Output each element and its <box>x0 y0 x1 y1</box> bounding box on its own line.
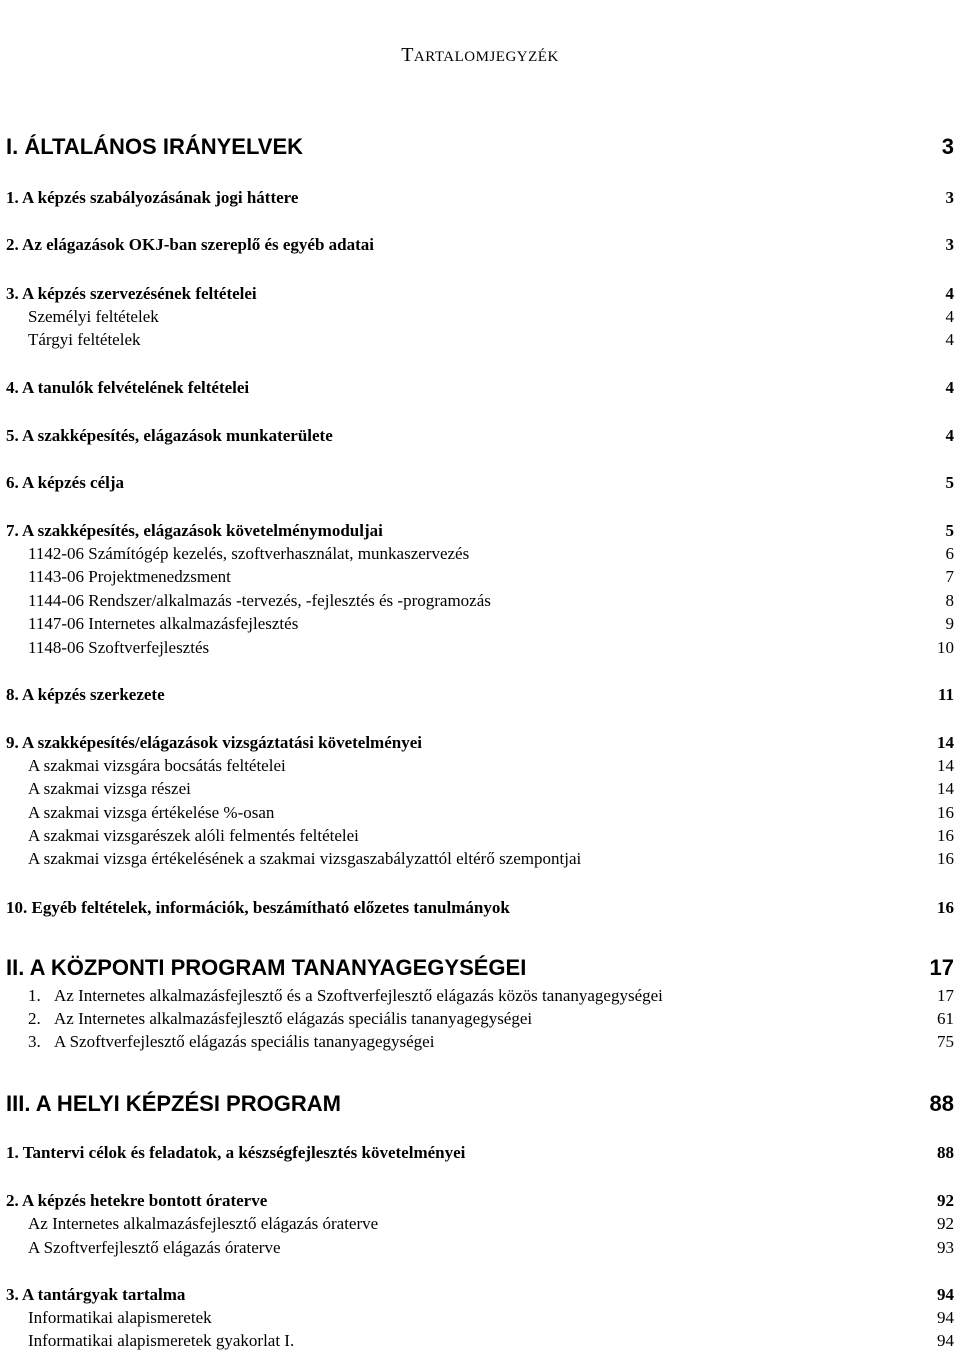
toc-subentry[interactable] <box>6 1007 954 1031</box>
toc-entry-page: 16 <box>937 849 954 868</box>
toc-entry-label: Személyi feltételek <box>28 307 159 326</box>
toc-entry-page: 4 <box>945 378 954 397</box>
toc-entry-page: 14 <box>937 779 954 798</box>
toc-subentry[interactable] <box>6 754 954 778</box>
toc-entry-page: 10 <box>937 638 954 657</box>
toc-subentry[interactable] <box>6 305 954 329</box>
toc-subentry[interactable] <box>6 1236 954 1260</box>
toc-entry-label: 2. A képzés hetekre bontott óraterve <box>6 1191 268 1210</box>
toc-entry-label: 10. Egyéb feltételek, információk, beszámítható előzetes tanulmányok <box>6 898 510 917</box>
toc-entry[interactable] <box>6 731 954 755</box>
toc-entry[interactable] <box>6 186 954 210</box>
toc-entry[interactable] <box>6 1089 954 1119</box>
toc-entry-label: A Szoftverfejlesztő elágazás óraterve <box>28 1238 281 1257</box>
toc-entry[interactable] <box>6 471 954 495</box>
toc-entry-label: Az Internetes alkalmazásfejlesztő elágazás speciális tananyagegységei <box>54 1009 533 1028</box>
toc-entry-page: 88 <box>937 1143 954 1162</box>
toc-entry-label: 6. A képzés célja <box>6 473 125 492</box>
toc-subentry[interactable] <box>6 1030 954 1054</box>
toc-title <box>0 44 960 67</box>
toc-subentry[interactable] <box>6 542 954 566</box>
toc-entry-page: 17 <box>937 986 954 1005</box>
toc-entry-label: 1. Tantervi célok és feladatok, a készségfejlesztés követelményei <box>6 1143 466 1162</box>
toc-entry-page: 11 <box>937 685 954 704</box>
toc-entry-page: 16 <box>937 826 954 845</box>
toc-subentry[interactable] <box>6 565 954 589</box>
toc-title-rest: ARTALOMJEGYZÉK <box>413 49 559 65</box>
toc-entry-page: 8 <box>945 591 954 610</box>
toc-subentry[interactable] <box>6 1329 954 1353</box>
toc-subentry[interactable] <box>6 612 954 636</box>
toc-entry[interactable] <box>6 233 954 257</box>
toc-subentry[interactable] <box>6 801 954 825</box>
toc-entry-page: 93 <box>937 1238 954 1257</box>
toc-entry-label: A szakmai vizsgára bocsátás feltételei <box>28 756 286 775</box>
toc-entry-label: A Szoftverfejlesztő elágazás speciális tananyagegységei <box>54 1032 435 1051</box>
toc-subentry[interactable] <box>6 847 954 871</box>
toc-entry-page: 17 <box>929 955 954 980</box>
toc-entry-label: A szakmai vizsga értékelése %-osan <box>28 803 275 822</box>
toc-entry-label: Informatikai alapismeretek gyakorlat I. <box>28 1331 295 1350</box>
toc-subentry[interactable] <box>6 984 954 1008</box>
toc-entry-label: 1144-06 Rendszer/alkalmazás -tervezés, -fejlesztés és -programozás <box>28 591 491 610</box>
toc-entry[interactable] <box>6 953 954 983</box>
toc-entry-page: 16 <box>937 803 954 822</box>
toc-entry[interactable] <box>6 132 954 162</box>
toc-entry[interactable] <box>6 424 954 448</box>
toc-entry-page: 61 <box>937 1009 954 1028</box>
toc-subentry[interactable] <box>6 328 954 352</box>
toc-entry-label: 1. A képzés szabályozásának jogi háttere <box>6 188 299 207</box>
toc-entry-page: 4 <box>945 307 954 326</box>
toc-entry-label: 1143-06 Projektmenedzsment <box>28 567 231 586</box>
toc-entry-label: 1147-06 Internetes alkalmazásfejlesztés <box>28 614 299 633</box>
toc-entry-label: 9. A szakképesítés/elágazások vizsgáztatási követelményei <box>6 733 422 752</box>
toc-entry-label: A szakmai vizsgarészek alóli felmentés feltételei <box>28 826 359 845</box>
toc-entry-page: 5 <box>945 473 954 492</box>
toc-entry-page: 9 <box>945 614 954 633</box>
toc-subentry[interactable] <box>6 589 954 613</box>
toc-entry-page: 6 <box>945 544 954 563</box>
toc-entry-page: 16 <box>937 898 954 917</box>
toc-entry-label: 2. Az elágazások OKJ-ban szereplő és egyéb adatai <box>6 235 374 254</box>
toc-entry-label: 1148-06 Szoftverfejlesztés <box>28 638 210 657</box>
toc-entry-label: 3. A tantárgyak tartalma <box>6 1285 186 1304</box>
toc-entry[interactable] <box>6 896 954 920</box>
toc-entry-page: 3 <box>945 188 954 207</box>
toc-entry[interactable] <box>6 519 954 543</box>
toc-entry-page: 14 <box>937 733 954 752</box>
toc-subentry[interactable] <box>6 824 954 848</box>
toc-entry-label: II. A KÖZPONTI PROGRAM TANANYAGEGYSÉGEI <box>6 955 527 980</box>
toc-entry-page: 3 <box>941 134 954 159</box>
toc-entry-page: 94 <box>937 1331 954 1350</box>
toc-entry-page: 4 <box>945 426 954 445</box>
toc-entry-page: 92 <box>937 1191 954 1210</box>
toc-entry[interactable] <box>6 376 954 400</box>
toc-entry-number: 3. <box>28 1032 41 1051</box>
toc-entry-label: III. A HELYI KÉPZÉSI PROGRAM <box>6 1091 341 1116</box>
toc-entry-page: 88 <box>929 1091 954 1116</box>
toc-entry[interactable] <box>6 683 954 707</box>
toc-entry-page: 3 <box>945 235 954 254</box>
toc-entry[interactable] <box>6 282 954 306</box>
toc-entry[interactable] <box>6 1283 954 1307</box>
toc-subentry[interactable] <box>6 1212 954 1236</box>
toc-entry-page: 75 <box>937 1032 954 1051</box>
toc-entry-page: 4 <box>945 330 954 349</box>
toc-subentry[interactable] <box>6 636 954 660</box>
toc-entry-label: 1142-06 Számítógép kezelés, szoftverhasználat, munkaszervezés <box>28 544 470 563</box>
toc-entry-page: 5 <box>945 521 954 540</box>
toc-entry-label: A szakmai vizsga értékelésének a szakmai vizsgaszabályzattól eltérő szempontjai <box>28 849 582 868</box>
toc-entry-page: 7 <box>945 567 954 586</box>
toc-entry-label: Informatikai alapismeretek <box>28 1308 212 1327</box>
toc-entry-label: 4. A tanulók felvételének feltételei <box>6 378 250 397</box>
toc-subentry[interactable] <box>6 777 954 801</box>
toc-entry-page: 14 <box>937 756 954 775</box>
toc-entry-label: I. ÁLTALÁNOS IRÁNYELVEK <box>6 134 303 159</box>
toc-title-initial: T <box>401 44 414 66</box>
toc-entry-label: Az Internetes alkalmazásfejlesztő elágazás óraterve <box>28 1214 379 1233</box>
toc-entry-number: 1. <box>28 986 41 1005</box>
toc-subentry[interactable] <box>6 1306 954 1330</box>
toc-entry-label: A szakmai vizsga részei <box>28 779 191 798</box>
toc-entry-page: 92 <box>937 1214 954 1233</box>
toc-entry-label: 5. A szakképesítés, elágazások munkaterülete <box>6 426 333 445</box>
toc-entry-label: Az Internetes alkalmazásfejlesztő és a Szoftverfejlesztő elágazás közös tananyagegységei <box>54 986 663 1005</box>
toc-entry-page: 94 <box>937 1285 954 1304</box>
toc-entry-page: 4 <box>945 284 954 303</box>
toc-entry-label: 7. A szakképesítés, elágazások követelménymoduljai <box>6 521 383 540</box>
toc-entry[interactable] <box>6 1189 954 1213</box>
toc-entry-label: 8. A képzés szerkezete <box>6 685 165 704</box>
toc-entry-label: 3. A képzés szervezésének feltételei <box>6 284 257 303</box>
toc-entry-page: 94 <box>937 1308 954 1327</box>
toc-entry-number: 2. <box>28 1009 41 1028</box>
toc-entry-label: Tárgyi feltételek <box>28 330 141 349</box>
toc-entry[interactable] <box>6 1141 954 1165</box>
